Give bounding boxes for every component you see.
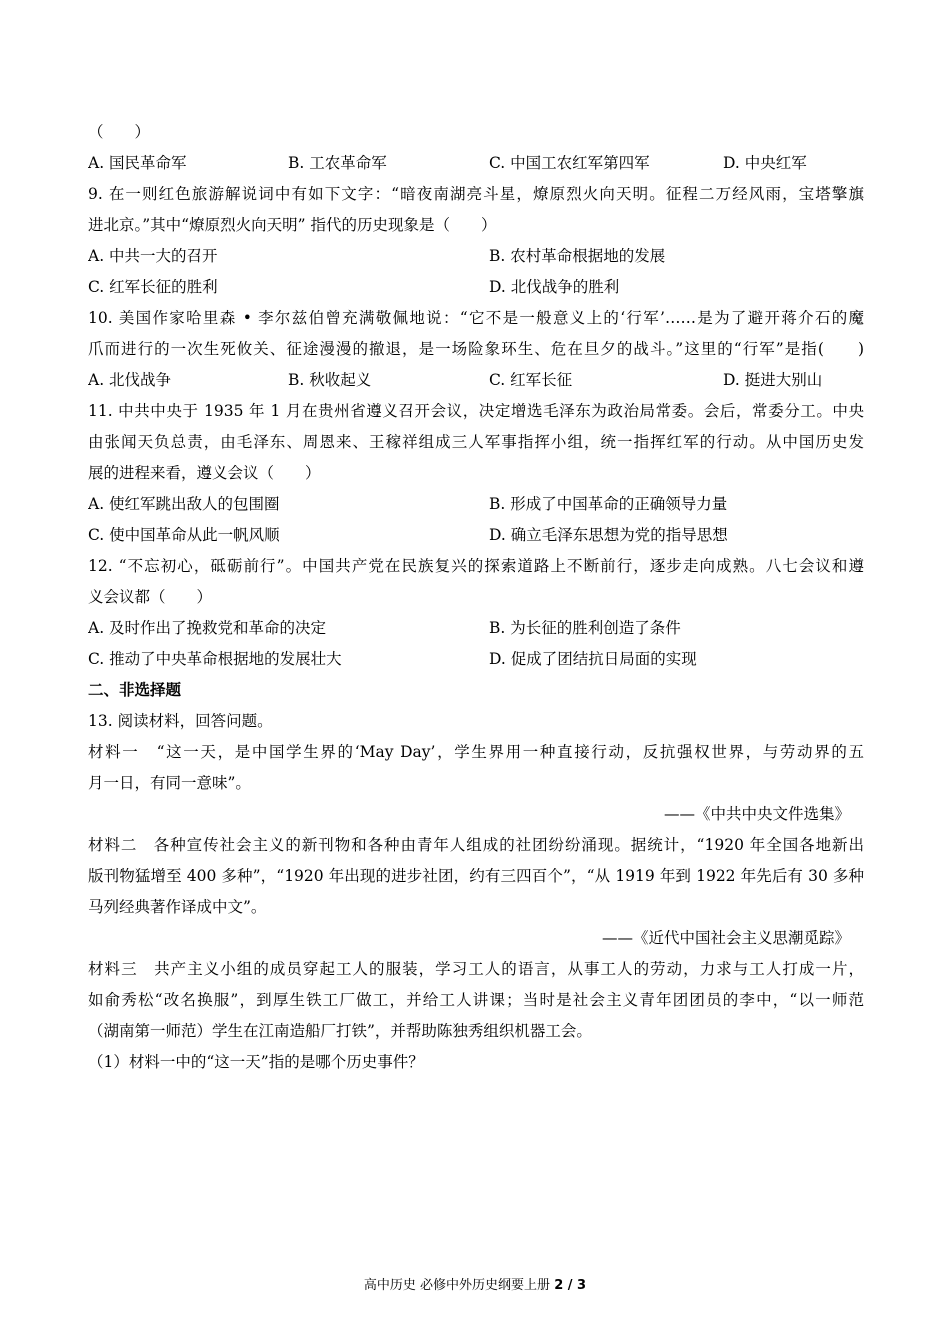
q12-option-d: D. 促成了团结抗日局面的实现 [489, 650, 697, 668]
material-2-line-2: 版刊物猛增至 400 多种”，“1920 年出现的进步社团，约有三四百个”，“从 1919 年到 1922 年先后有 30 多种 [88, 867, 864, 885]
material-3-line-3: （湖南第一师范）学生在江南造船厂打铁”，并帮助陈独秀组织机器工会。 [88, 1022, 592, 1040]
q10-stem-line-2: 爪而进行的一次生死攸关、征途漫漫的撤退，是一场险象环生、危在旦夕的战斗。”这里的“行军”是指( ) [88, 340, 864, 358]
q11-option-d: D. 确立毛泽东思想为党的指导思想 [489, 526, 728, 544]
q8-option-a: A. 国民革命军 [88, 154, 187, 172]
q9-option-d: D. 北伐战争的胜利 [489, 278, 620, 296]
q9-option-c: C. 红军长征的胜利 [88, 278, 218, 296]
q8-option-c: C. 中国工农红军第四军 [489, 154, 650, 172]
q9-stem-line-1: 9. 在一则红色旅游解说词中有如下文字：“暗夜南湖亮斗星，燎原烈火向天明。征程二万经风雨，宝塔擎旗 [88, 185, 864, 203]
q11-option-a: A. 使红军跳出敌人的包围圈 [88, 495, 280, 513]
material-1-line-2: 月一日，有同一意味”。 [88, 774, 251, 792]
q11-option-b: B. 形成了中国革命的正确领导力量 [489, 495, 728, 513]
q11-stem-line-3: 展的进程来看，遵义会议（ ） [88, 464, 321, 482]
q8-option-d: D. 中央红军 [723, 154, 807, 172]
q11-options-row-1 [88, 489, 864, 520]
q8-answer-bracket: （ ） [88, 123, 151, 141]
q12-options-row-2 [88, 644, 864, 675]
q9-option-b: B. 农村革命根据地的发展 [489, 247, 666, 265]
q9-options-row-2 [88, 272, 864, 303]
material-1-source: ——《中共中央文件选集》 [663, 805, 850, 823]
q10-option-c: C. 红军长征 [489, 371, 573, 389]
q12-options-row-1 [88, 613, 864, 644]
q9-stem-line-2: 进北京。”其中“燎原烈火向天明” 指代的历史现象是（ ） [88, 216, 497, 234]
material-1-line-1: 材料一 “这一天，是中国学生界的‘May Day’，学生界用一种直接行动，反抗强权世界，与劳动界的五 [88, 743, 864, 761]
q11-stem-line-1: 11. 中共中央于 1935 年 1 月在贵州省遵义召开会议，决定增选毛泽东为政治局常委。会后，常委分工。中央 [88, 402, 864, 420]
q12-stem-line-1: 12. “不忘初心，砥砺前行”。中国共产党在民族复兴的探索道路上不断前行，逐步走向成熟。八七会议和遵 [88, 557, 864, 575]
q10-stem-line-1: 10. 美国作家哈里森 • 李尔兹伯曾充满敬佩地说：“它不是一般意义上的‘行军’……是为了避开蒋介石的魔 [88, 309, 864, 327]
q10-option-d: D. 挺进大别山 [723, 371, 823, 389]
q11-stem-line-2: 由张闻天负总责，由毛泽东、周恩来、王稼祥组成三人军事指挥小组，统一指挥红军的行动。从中国历史发 [88, 433, 864, 451]
q10-option-a: A. 北伐战争 [88, 371, 172, 389]
material-2-line-1: 材料二 各种宣传社会主义的新刊物和各种由青年人组成的社团纷纷涌现。据统计，“1920 年全国各地新出 [88, 836, 864, 854]
q9-option-a: A. 中共一大的召开 [88, 247, 218, 265]
q12-option-a: A. 及时作出了挽救党和革命的决定 [88, 619, 327, 637]
q8-options [88, 148, 864, 179]
q8-option-b: B. 工农革命军 [288, 154, 387, 172]
section-heading-non-choice: 二、非选择题 [88, 681, 182, 699]
q13-prompt: 13. 阅读材料，回答问题。 [88, 712, 273, 730]
page-footer [0, 1276, 950, 1296]
material-3-line-2: 如俞秀松“改名换服”，到厚生铁工厂做工，并给工人讲课；当时是社会主义青年团团员的李中，“以一师范 [88, 991, 864, 1009]
page-content [88, 117, 864, 1078]
material-2-source: ——《近代中国社会主义思潮觅踪》 [601, 929, 850, 947]
footer-course-title: 高中历史 必修中外历史纲要上册 [363, 1278, 555, 1293]
q11-option-c: C. 使中国革命从此一帆风顺 [88, 526, 280, 544]
q12-stem-line-2: 义会议都（ ） [88, 588, 213, 606]
material-3-line-1: 材料三 共产主义小组的成员穿起工人的服装，学习工人的语言，从事工人的劳动，力求与工人打成一片， [88, 960, 864, 978]
q10-options [88, 365, 864, 396]
sub-question-1: （1）材料一中的“这一天”指的是哪个历史事件？ [88, 1053, 424, 1071]
q12-option-b: B. 为长征的胜利创造了条件 [489, 619, 681, 637]
q10-option-b: B. 秋收起义 [288, 371, 372, 389]
material-2-line-3: 马列经典著作译成中文”。 [88, 898, 267, 916]
q11-options-row-2 [88, 520, 864, 551]
page-number: 2 / 3 [554, 1278, 587, 1293]
q12-option-c: C. 推动了中央革命根据地的发展壮大 [88, 650, 342, 668]
q9-options-row-1 [88, 241, 864, 272]
